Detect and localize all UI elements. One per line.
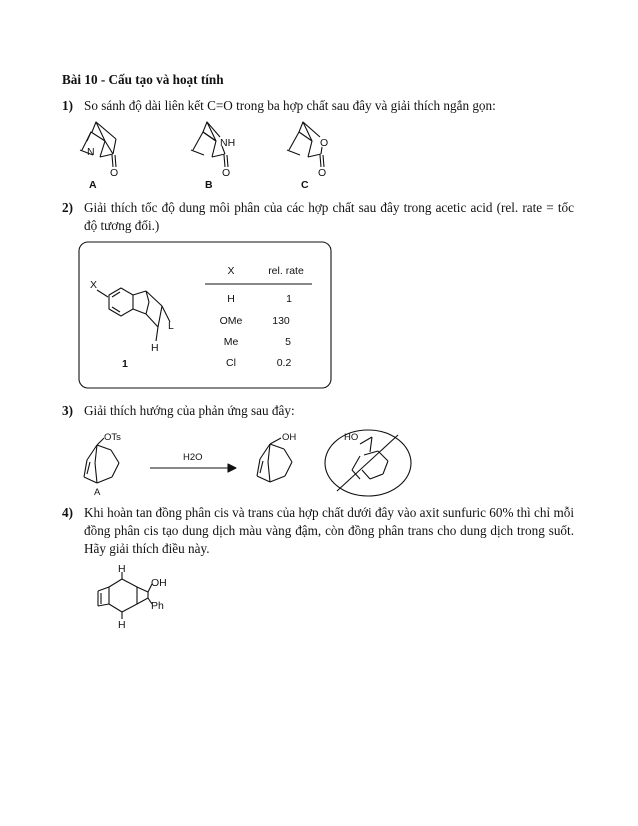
question-4-text: Khi hoàn tan đồng phân cis và trans của hợp chất dưới đây vào axit sunfuric 60% thì chỉ mỗi đồng phân cis tạo dung dịch màu vàng đậm, còn đồng phân trans cho dung dịch trong suốt. Hãy giải thích điều này. bbox=[84, 505, 574, 556]
atom-label: H bbox=[118, 619, 126, 631]
page-title: Bài 10 - Cấu tạo và hoạt tính bbox=[62, 72, 224, 87]
table-header: rel. rate bbox=[268, 265, 304, 277]
table-cell: H bbox=[227, 293, 235, 305]
question-number: 1) bbox=[62, 98, 73, 113]
atom-label: H bbox=[151, 342, 159, 354]
question-4-number: 4) bbox=[62, 505, 73, 520]
compound-label-a: A bbox=[89, 179, 97, 191]
compound-label-c: C bbox=[301, 179, 309, 191]
table-cell: OMe bbox=[219, 315, 243, 327]
reagent-label: H2O bbox=[183, 452, 203, 463]
group-label: OH bbox=[282, 432, 297, 443]
table-cell: 130 bbox=[272, 315, 290, 327]
atom-label: O bbox=[320, 137, 329, 149]
atom-label: H bbox=[118, 563, 126, 575]
question-3: 3) Giải thích hướng của phản ứng sau đây: bbox=[62, 403, 295, 418]
table-cell: Cl bbox=[226, 357, 236, 369]
table-header: X bbox=[227, 265, 235, 277]
question-text: So sánh độ dài liên kết C=O trong ba hợp chất sau đây và giải thích ngắn gọn: bbox=[84, 98, 496, 113]
compound-label-1: 1 bbox=[122, 358, 128, 370]
group-label: HO bbox=[344, 432, 359, 443]
question-2-number: 2) bbox=[62, 200, 73, 215]
compound-label-b: B bbox=[205, 179, 213, 191]
question-2-text: Giải thích tốc độ dung môi phân của các hợp chất sau đây trong acetic acid (rel. rate = tốc độ tương đối.) bbox=[84, 200, 574, 233]
table-cell: 5 bbox=[285, 336, 291, 348]
group-label: OTs bbox=[104, 432, 121, 443]
atom-label: O bbox=[110, 167, 119, 179]
atom-label: X bbox=[90, 279, 98, 291]
atom-label: O bbox=[318, 167, 327, 179]
table-cell: 1 bbox=[286, 293, 292, 305]
atom-label: L bbox=[168, 320, 174, 332]
atom-label: O bbox=[222, 167, 231, 179]
atom-label: NH bbox=[220, 137, 236, 149]
atom-label: OH bbox=[151, 577, 167, 589]
atom-label: Ph bbox=[151, 600, 164, 612]
q4-structure bbox=[98, 572, 152, 619]
atom-label: N bbox=[87, 146, 95, 158]
table-cell: 0.2 bbox=[276, 357, 292, 369]
compound-label-a: A bbox=[94, 487, 101, 498]
table-cell: Me bbox=[223, 336, 239, 348]
